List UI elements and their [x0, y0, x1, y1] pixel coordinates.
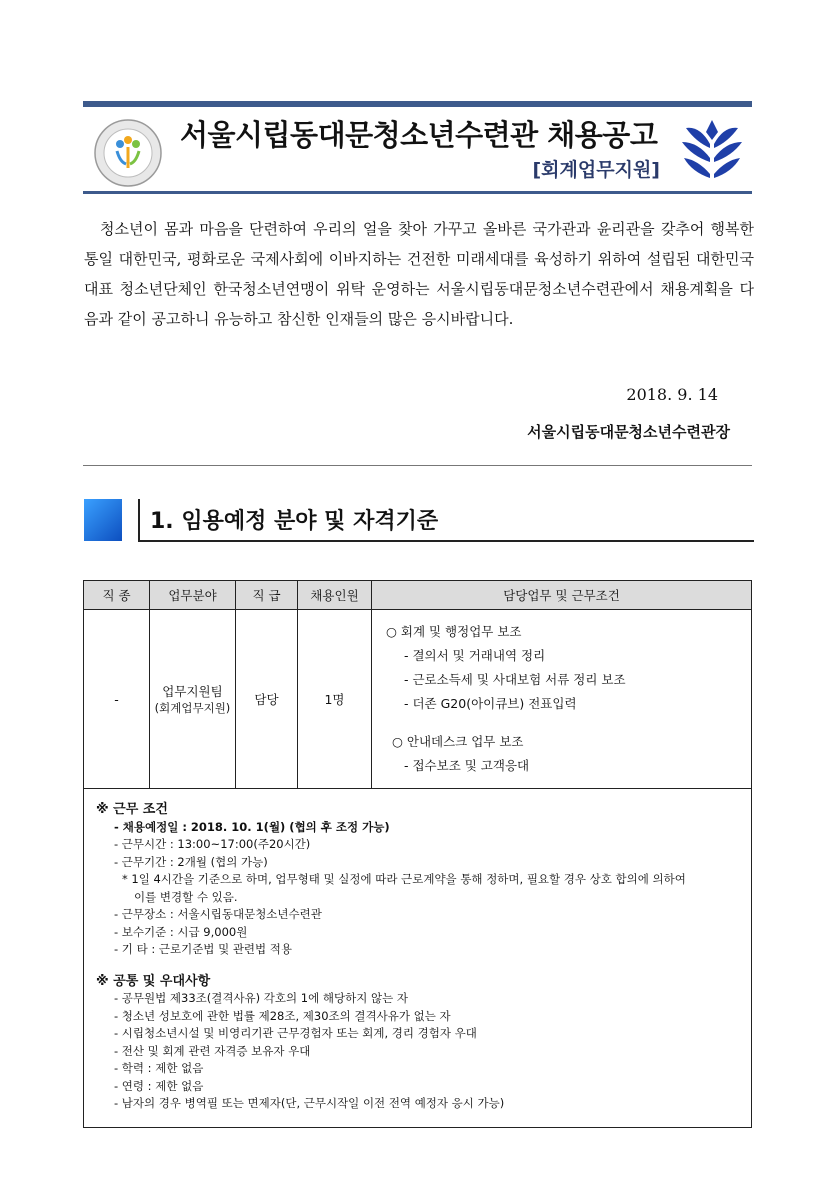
- header-bottom-rule: [83, 191, 752, 194]
- header-top-rule: [83, 101, 752, 107]
- conditions-row: [84, 789, 752, 1128]
- duty-item: - 더존 G20(아이큐브) 전표입력: [404, 696, 577, 711]
- intro-paragraph: 청소년이 몸과 마음을 단련하여 우리의 얼을 찾아 가꾸고 올바른 국가관과 윤리관을 갖추어 행복한 통일 대한민국, 평화로운 국제사회에 이바지하는 건전한 미래세대를 육성하기 위하여 설립된 대한민국 대표 청소년단체인 한국청소년연맹이 위탁 운영하는 서울시립동대문청소년수련관에서 채용계획을 다음과 같이 공고하니 유능하고 참신한 인재들의 많은 응시바랍니다.: [84, 220, 754, 328]
- duty-heading: ○ 안내데스크 업무 보조: [392, 734, 524, 749]
- conditions-cell: [84, 789, 752, 1128]
- recruitment-table: [83, 580, 752, 1128]
- preference-item: - 학력 : 제한 없음: [114, 1061, 204, 1075]
- announcement-date: 2018. 9. 14: [626, 385, 718, 404]
- section-marker: [84, 499, 122, 541]
- cell-grade: 담당: [236, 610, 298, 789]
- work-hours: - 근무시간 : 13:00~17:00(주20시간): [114, 837, 311, 851]
- divider: [83, 465, 752, 466]
- preference-item: - 연령 : 제한 없음: [114, 1078, 204, 1093]
- preference-item: - 시립청소년시설 및 비영리기관 근무경험자 또는 회계, 경리 경험자 우대: [114, 1026, 477, 1040]
- table-header-row: [84, 581, 752, 610]
- field-line1: 업무지원팀: [162, 684, 223, 699]
- work-place: - 근무장소 : 서울시립동대문청소년수련관: [114, 907, 322, 921]
- youth-federation-logo-icon: [680, 118, 744, 182]
- duty-item: - 접수보조 및 고객응대: [404, 758, 530, 773]
- issuer-name: 서울시립동대문청소년수련관장: [527, 423, 730, 441]
- table-row: [84, 610, 752, 789]
- cell-job-type: -: [84, 610, 150, 789]
- preference-title: ※ 공통 및 우대사항: [96, 973, 211, 989]
- header-count: 채용인원: [298, 581, 372, 610]
- page-title: 서울시립동대문청소년수련관 채용공고: [180, 118, 658, 152]
- work-conditions-title: ※ 근무 조건: [96, 802, 168, 817]
- section-bar: [138, 499, 140, 541]
- youth-center-logo-icon: [93, 118, 163, 188]
- cell-field: [150, 610, 236, 789]
- header-field: 업무분야: [150, 581, 236, 610]
- header-job-type: 직 종: [84, 581, 150, 610]
- work-period: - 근무기간 : 2개월 (협의 가능): [114, 854, 268, 869]
- preference-item: - 공무원법 제33조(결격사유) 각호의 1에 해당하지 않는 자: [114, 991, 408, 1005]
- work-etc: - 기 타 : 근로기준법 및 관련법 적용: [114, 942, 293, 956]
- cell-count: 1명: [298, 610, 372, 789]
- work-note: * 1일 4시간을 기준으로 하며, 업무형태 및 실정에 따라 근로계약을 통해 정하며, 필요할 경우 상호 합의에 의하여: [122, 872, 686, 886]
- page-subtitle: [회계업무지원]: [532, 159, 660, 181]
- duty-item: - 결의서 및 거래내역 정리: [404, 648, 546, 663]
- work-start: - 채용예정일 : 2018. 10. 1(월) (협의 후 조정 가능): [114, 819, 390, 834]
- duty-heading: ○ 회계 및 행정업무 보조: [386, 624, 522, 639]
- duty-item: - 근로소득세 및 사대보험 서류 정리 보조: [404, 672, 626, 687]
- section-underline: [138, 540, 754, 542]
- preference-item: - 남자의 경우 병역필 또는 면제자(단, 근무시작일 이전 전역 예정자 응시 가능): [114, 1096, 505, 1110]
- field-line2: (회계업무지원): [154, 701, 231, 715]
- header-grade: 직 급: [236, 581, 298, 610]
- cell-duties: [372, 610, 752, 789]
- work-note: 이를 변경할 수 있음.: [134, 889, 238, 904]
- preference-item: - 전산 및 회계 관련 자격증 보유자 우대: [114, 1043, 311, 1058]
- preference-item: - 청소년 성보호에 관한 법률 제28조, 제30조의 결격사유가 없는 자: [114, 1008, 451, 1023]
- section-title: 1. 임용예정 분야 및 자격기준: [150, 509, 439, 534]
- header-duties: 담당업무 및 근무조건: [372, 581, 752, 610]
- work-pay: - 보수기준 : 시급 9,000원: [114, 924, 248, 939]
